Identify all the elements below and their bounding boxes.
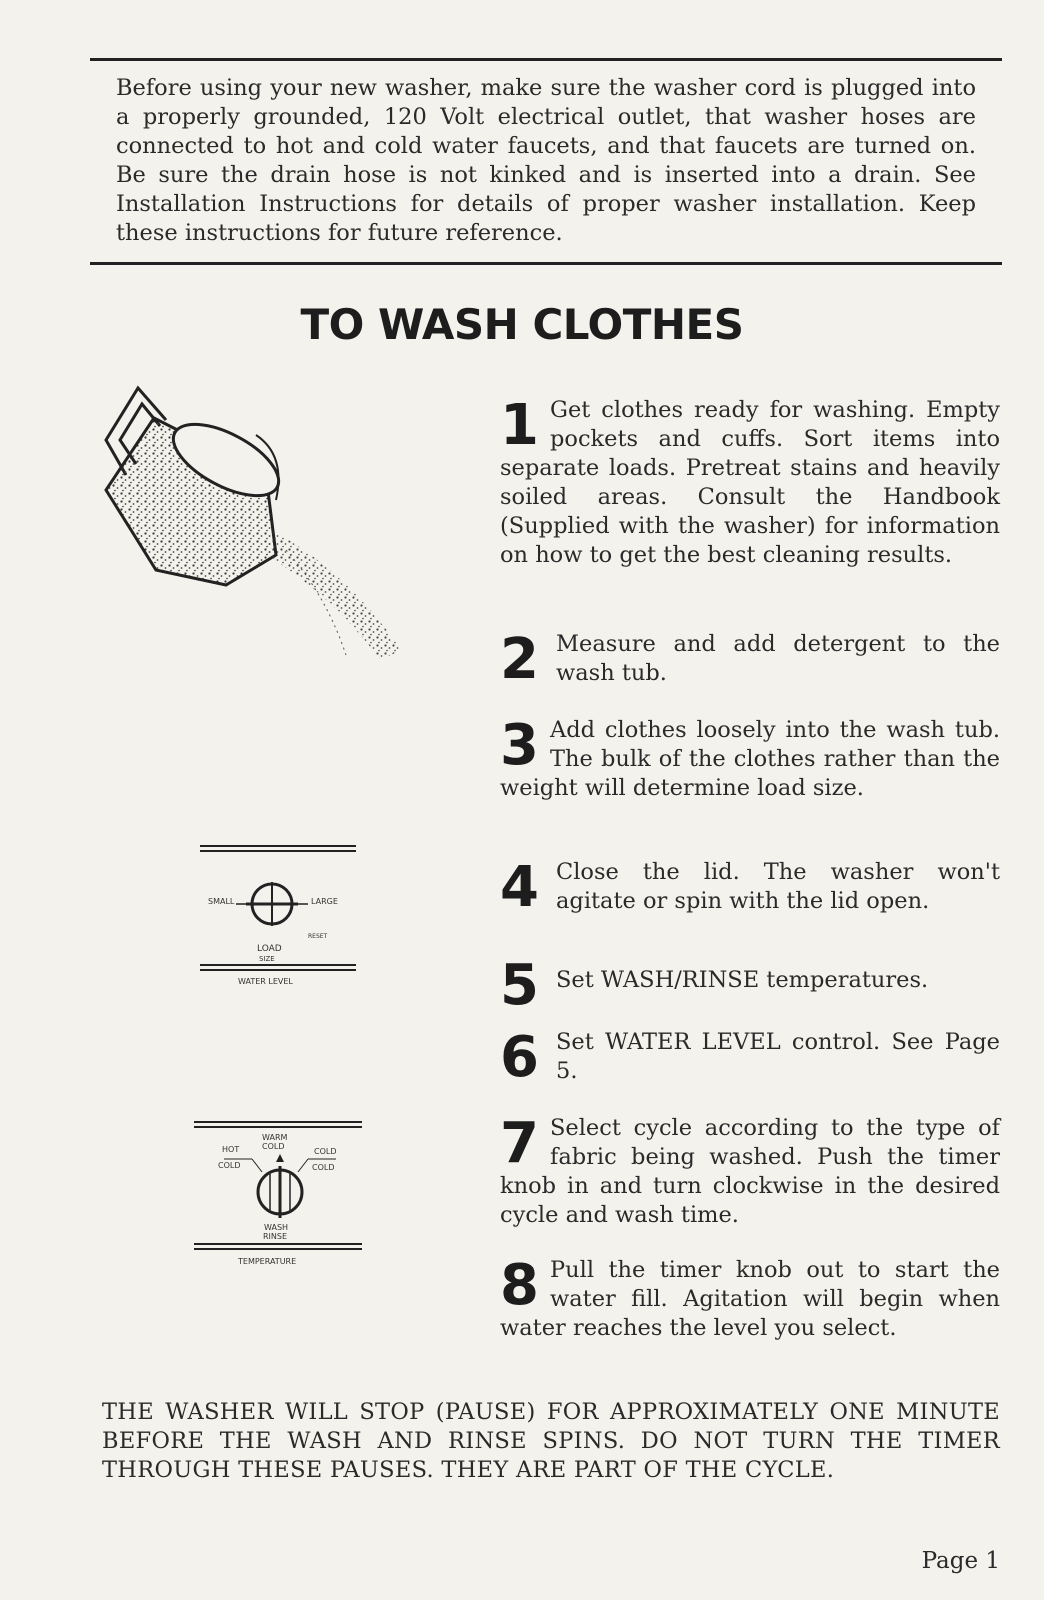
step-number: 3 bbox=[500, 713, 539, 778]
temperature-dial-icon bbox=[190, 1114, 366, 1274]
step-4 bbox=[500, 855, 1000, 920]
top-rule bbox=[90, 58, 1002, 61]
step-number: 6 bbox=[500, 1025, 539, 1090]
cold-top-label: COLD bbox=[262, 1142, 285, 1151]
temperature-caption: TEMPERATURE bbox=[238, 1257, 297, 1266]
section-title: TO WASH CLOTHES bbox=[300, 300, 744, 349]
step-text: Set WATER LEVEL control. See Page 5. bbox=[556, 1029, 1000, 1084]
reset-label: RESET bbox=[308, 933, 328, 940]
measuring-cup-pouring-detergent-icon bbox=[96, 380, 416, 670]
step-number: 4 bbox=[500, 855, 539, 920]
hot-label: HOT bbox=[222, 1145, 240, 1154]
step-number: 7 bbox=[500, 1111, 539, 1176]
step-2 bbox=[500, 627, 1000, 692]
step-number: 1 bbox=[500, 393, 539, 458]
step-text: Pull the timer knob out to start the water fill. Agitation will begin when water reaches the level you select. bbox=[500, 1257, 1000, 1341]
size-label: SIZE bbox=[259, 955, 275, 963]
step-6 bbox=[500, 1025, 1000, 1090]
step-8 bbox=[500, 1253, 1000, 1343]
step-7 bbox=[500, 1111, 1000, 1230]
step-number: 5 bbox=[500, 953, 539, 1018]
step-3 bbox=[500, 713, 1000, 803]
step-1 bbox=[500, 393, 1000, 570]
step-text: Close the lid. The washer won't agitate or spin with the lid open. bbox=[556, 859, 1000, 914]
page-number: Page 1 bbox=[921, 1548, 1000, 1574]
water-level-caption: WATER LEVEL bbox=[238, 977, 293, 986]
step-number: 2 bbox=[500, 627, 539, 692]
cold-right-bottom-label: COLD bbox=[312, 1163, 335, 1172]
rinse-label: RINSE bbox=[263, 1232, 288, 1241]
intro-paragraph: Before using your new washer, make sure the washer cord is plugged into a properly grounded, 120 Volt electrical outlet, that washer hoses are connected to hot and cold water faucets, and that faucets are turned on. Be sure the drain hose is not kinked and is inserted into a drain. See Installation Instructions for details of proper washer installation. Keep these instructions for future reference. bbox=[116, 75, 976, 246]
warm-label: WARM bbox=[262, 1133, 288, 1142]
step-text: Add clothes loosely into the wash tub. The bulk of the clothes rather than the weight will determine load size. bbox=[500, 717, 1000, 801]
step-text: Measure and add detergent to the wash tub. bbox=[556, 631, 1000, 686]
step-text: Get clothes ready for washing. Empty pockets and cuffs. Sort items into separate loads. Pretreat stains and heavily soiled areas. Consult the Handbook (Supplied with the washer) for information on how to get the best cleaning results. bbox=[500, 397, 1000, 568]
intro-bottom-rule bbox=[90, 262, 1002, 265]
pause-notice: THE WASHER WILL STOP (PAUSE) FOR APPROXIMATELY ONE MINUTE BEFORE THE WASH AND RINSE SPINS. DO NOT TURN THE TIMER THROUGH THESE PAUSES. THEY ARE PART OF THE CYCLE. bbox=[102, 1399, 1000, 1483]
large-label: LARGE bbox=[311, 897, 338, 906]
step-number: 8 bbox=[500, 1253, 539, 1318]
cold-right-top-label: COLD bbox=[314, 1147, 337, 1156]
step-text: Set WASH/RINSE temperatures. bbox=[556, 967, 929, 993]
small-label: SMALL bbox=[208, 897, 235, 906]
water-level-dial-icon bbox=[196, 840, 360, 1000]
cold-left-label: COLD bbox=[218, 1161, 241, 1170]
wash-label: WASH bbox=[264, 1223, 289, 1232]
step-text: Select cycle according to the type of fabric being washed. Push the timer knob in and turn clockwise in the desired cycle and wash time. bbox=[500, 1115, 1000, 1228]
step-5 bbox=[500, 953, 1000, 1018]
load-label: LOAD bbox=[257, 944, 282, 954]
